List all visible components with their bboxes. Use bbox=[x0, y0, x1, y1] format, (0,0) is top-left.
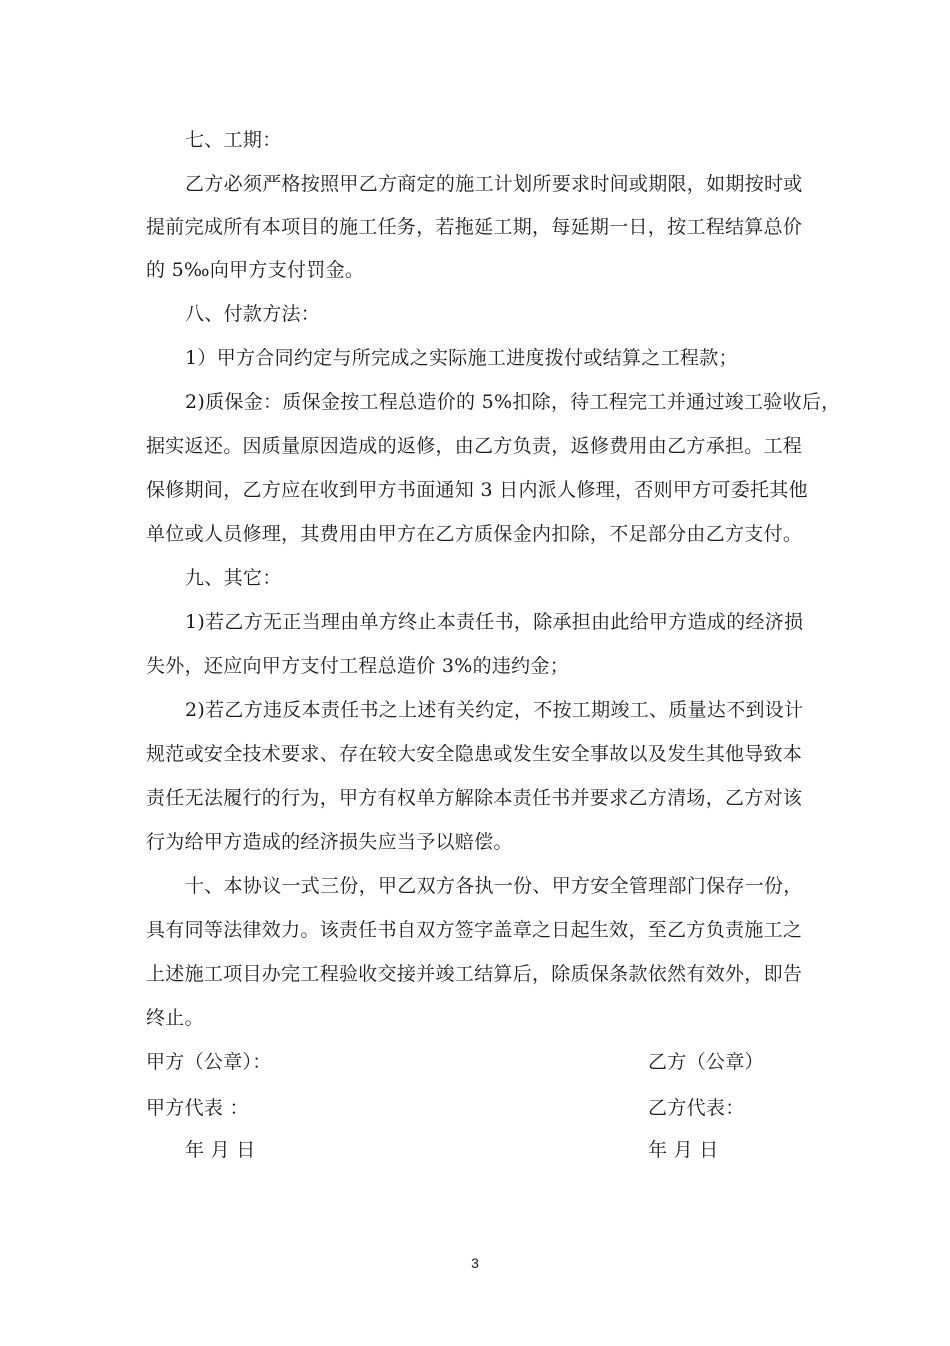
paragraph-line: 据实返还。因质量原因造成的返修，由乙方负责，返修费用由乙方承担。工程 bbox=[146, 435, 803, 457]
paragraph-line: 1)若乙方无正当理由单方终止本责任书，除承担由此给甲方造成的经济损 bbox=[185, 611, 804, 633]
paragraph-line: 行为给甲方造成的经济损失应当予以赔偿。 bbox=[146, 831, 513, 853]
paragraph-line: 终止。 bbox=[146, 1007, 204, 1029]
paragraph-line: 的 5‰向甲方支付罚金。 bbox=[146, 259, 365, 281]
party-a-seal-label: 甲方（公章）： bbox=[146, 1051, 272, 1073]
paragraph-line: 具有同等法律效力。该责任书自双方签字盖章之日起生效，至乙方负责施工之 bbox=[146, 919, 803, 941]
paragraph-line: 乙方必须严格按照甲乙方商定的施工计划所要求时间或期限，如期按时或 bbox=[185, 173, 803, 195]
party-b-representative-label: 乙方代表： bbox=[648, 1097, 745, 1119]
paragraph-line: 1）甲方合同约定与所完成之实际施工进度拨付或结算之工程款； bbox=[185, 347, 738, 369]
paragraph-line: 2)若乙方违反本责任书之上述有关约定，不按工期竣工、质量达不到设计 bbox=[185, 699, 804, 721]
section-heading-eight: 八、付款方法： bbox=[185, 303, 321, 325]
paragraph-line: 提前完成所有本项目的施工任务，若拖延工期，每延期一日，按工程结算总价 bbox=[146, 216, 803, 238]
paragraph-line: 2)质保金：质保金按工程总造价的 5%扣除，待工程完工并通过竣工验收后， bbox=[185, 391, 841, 413]
party-a-representative-label: 甲方代表 ： bbox=[146, 1097, 249, 1119]
section-heading-ten: 十、本协议一式三份，甲乙双方各执一份、甲方安全管理部门保存一份， bbox=[185, 875, 803, 897]
party-b-date-label: 年 月 日 bbox=[648, 1139, 719, 1161]
paragraph-line: 单位或人员修理，其费用由甲方在乙方质保金内扣除，不足部分由乙方支付。 bbox=[146, 523, 803, 545]
paragraph-line: 保修期间，乙方应在收到甲方书面通知 3 日内派人修理，否则甲方可委托其他 bbox=[146, 479, 808, 501]
paragraph-line: 规范或安全技术要求、存在较大安全隐患或发生安全事故以及发生其他导致本 bbox=[146, 743, 803, 765]
paragraph-line: 责任无法履行的行为，甲方有权单方解除本责任书并要求乙方清场，乙方对该 bbox=[146, 787, 803, 809]
section-heading-seven: 七、工期： bbox=[185, 129, 282, 151]
page-number: 3 bbox=[471, 1255, 479, 1271]
party-a-date-label: 年 月 日 bbox=[185, 1139, 256, 1161]
section-heading-nine: 九、其它： bbox=[185, 567, 282, 589]
paragraph-line: 上述施工项目办完工程验收交接并竣工结算后，除质保条款依然有效外，即告 bbox=[146, 963, 803, 985]
party-b-seal-label: 乙方（公章） bbox=[648, 1051, 764, 1073]
paragraph-line: 失外，还应向甲方支付工程总造价 3%的违约金； bbox=[146, 655, 570, 677]
